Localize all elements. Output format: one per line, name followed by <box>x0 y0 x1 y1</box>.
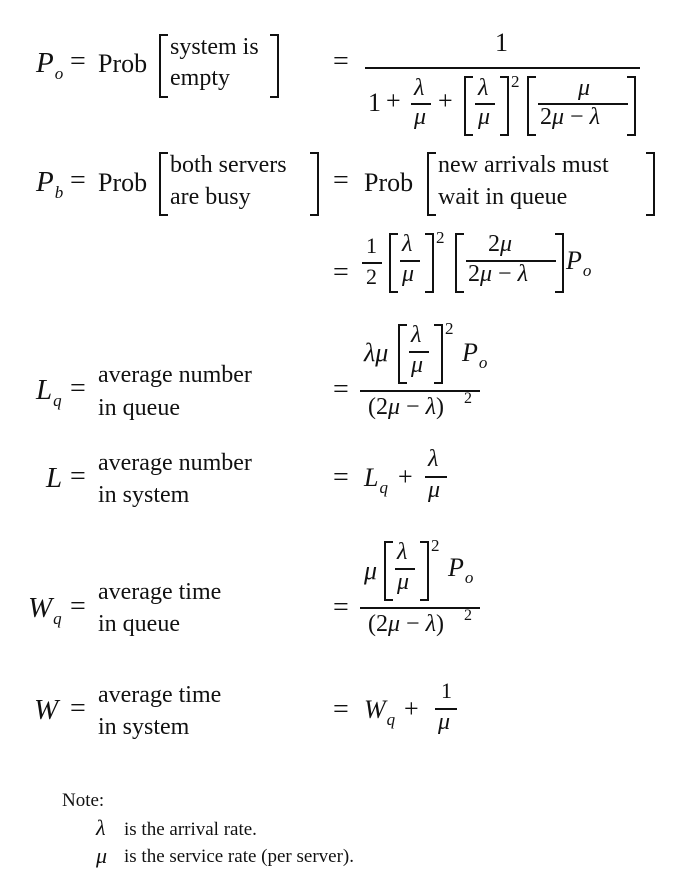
wq-denom-exponent: 2 <box>464 607 472 624</box>
pb-left-bracket <box>159 152 168 216</box>
l-lq-symbol: $L_q$ <box>364 463 388 497</box>
wq-mu-inner: μ <box>397 569 410 595</box>
lq-bracket-left <box>398 324 407 384</box>
wq-subscript: q <box>53 609 62 628</box>
note-lambda-symbol: λ <box>96 815 106 840</box>
pb-rhs-prob-label: Prob <box>364 168 414 197</box>
l-lambda: λ <box>428 446 439 472</box>
wq-text-line2: in queue <box>98 611 180 637</box>
wq-symbol <box>28 592 62 628</box>
w-wq-symbol: $W_q$ <box>364 695 396 729</box>
po-mu-3: μ <box>578 75 591 101</box>
l-plus: + <box>398 462 413 491</box>
wq-equals: = <box>70 591 86 622</box>
pb-rhs-line2: wait in queue <box>438 184 568 210</box>
wq-bracket-left <box>384 541 393 601</box>
pb-letter: P <box>36 166 54 198</box>
pb-half-denominator: 2 <box>366 264 377 289</box>
w-text-line2: in system <box>98 714 190 740</box>
pb-denom-expr: 2μ − λ <box>468 261 528 287</box>
lq-denom-exponent: 2 <box>464 390 472 407</box>
w-rhs-equals: = <box>333 694 349 725</box>
po-mu-2: μ <box>478 104 491 130</box>
po-main-fraction-bar <box>365 67 640 69</box>
wq-text-line1: average time <box>98 579 222 605</box>
pb-half-numerator: 1 <box>366 233 377 258</box>
w-symbol: W <box>34 694 59 726</box>
pb-mu-bracket-right <box>555 233 564 293</box>
note-lambda-text: is the arrival rate. <box>124 819 257 840</box>
lq-bracket-right <box>434 324 443 384</box>
po-subscript: o <box>54 64 64 83</box>
lq-letter: L <box>36 374 53 406</box>
po-prob-label: Prob <box>98 49 148 78</box>
l-rhs-equals: = <box>333 462 349 493</box>
po-symbol <box>36 47 64 83</box>
po-right-bracket <box>270 34 279 98</box>
pb-mu-1: μ <box>402 261 415 287</box>
l-equals: = <box>70 461 86 492</box>
lq-mu-inner: μ <box>411 352 424 378</box>
po-lambda-2: λ <box>478 75 489 101</box>
po-denom-plus1: + <box>386 86 401 115</box>
pb-text-line1: both servers <box>170 152 287 178</box>
pb-text-line2: are busy <box>170 184 251 210</box>
w-one: 1 <box>441 678 452 703</box>
note-title: Note: <box>62 790 105 811</box>
po-denom-plus2: + <box>438 86 453 115</box>
pb-right-bracket <box>310 152 319 216</box>
l-text-line1: average number <box>98 450 252 476</box>
lq-fraction-bar <box>360 390 480 392</box>
po-numerator: 1 <box>495 28 508 57</box>
wq-mu: μ <box>364 556 378 585</box>
wq-denominator: (2μ − λ) <box>368 611 444 637</box>
pb-numer-2mu: 2μ <box>488 231 513 257</box>
po-exponent: 2 <box>511 72 520 91</box>
pb-rhs-left-bracket <box>427 152 436 216</box>
lq-lambda-mu: λμ <box>364 338 389 367</box>
lq-subscript: q <box>53 391 62 410</box>
po-lambda-bracket-left <box>464 76 473 136</box>
note-mu-text: is the service rate (per server). <box>124 846 354 867</box>
pb-symbol <box>36 166 64 202</box>
pb-subscript: b <box>54 183 64 202</box>
pb-equals: = <box>70 165 86 196</box>
w-mu: μ <box>438 709 451 735</box>
l-symbol: L <box>46 462 63 494</box>
lq-denominator: (2μ − λ) <box>368 394 444 420</box>
po-letter: P <box>36 47 54 79</box>
pb-lambda-1: λ <box>402 231 413 257</box>
pb-rhs-line1: new arrivals must <box>438 152 609 178</box>
lq-equals: = <box>70 373 86 404</box>
note-mu-symbol: μ <box>96 843 108 868</box>
po-lambda-bracket-right <box>500 76 509 136</box>
po-text-line2: empty <box>170 65 230 91</box>
po-mu-1: μ <box>414 104 427 130</box>
po-equals: = <box>70 46 86 77</box>
lq-rhs-equals: = <box>333 374 349 405</box>
po-rhs-equals: = <box>333 46 349 77</box>
wq-po-symbol: $P_o$ <box>448 553 474 587</box>
po-text-line1: system is <box>170 34 259 60</box>
lq-exponent: 2 <box>445 319 454 338</box>
lq-po-symbol: $P_o$ <box>462 338 488 372</box>
wq-bracket-right <box>420 541 429 601</box>
pb-lambda-bracket-left <box>389 233 398 293</box>
w-plus: + <box>404 694 419 723</box>
po-denom-one: 1 <box>368 88 381 117</box>
pb-prob-label: Prob <box>98 168 148 197</box>
pb-rhs-right-bracket <box>646 152 655 216</box>
w-equals: = <box>70 693 86 724</box>
lq-symbol <box>36 374 62 410</box>
l-mu: μ <box>428 477 441 503</box>
lq-lambda-inner: λ <box>411 322 422 348</box>
l-text-line2: in system <box>98 482 190 508</box>
lq-text-line1: average number <box>98 362 252 388</box>
pb-exponent: 2 <box>436 228 445 247</box>
lq-text-line2: in queue <box>98 395 180 421</box>
wq-fraction-bar <box>360 607 480 609</box>
po-denom-expr: 2μ − λ <box>540 104 600 130</box>
pb-lambda-bracket-right <box>425 233 434 293</box>
wq-letter: W <box>28 592 53 624</box>
pb-rhs-equals: = <box>333 165 349 196</box>
po-left-bracket <box>159 34 168 98</box>
pb-mu-bracket-left <box>455 233 464 293</box>
wq-rhs-equals: = <box>333 592 349 623</box>
po-mu-bracket-left <box>527 76 536 136</box>
w-text-line1: average time <box>98 682 222 708</box>
wq-lambda-inner: λ <box>397 539 408 565</box>
pb-po-symbol: $P_o$ <box>566 246 592 280</box>
po-mu-bracket-right <box>627 76 636 136</box>
pb-line2-equals: = <box>333 257 349 288</box>
wq-exponent: 2 <box>431 536 440 555</box>
po-lambda-1: λ <box>414 75 425 101</box>
